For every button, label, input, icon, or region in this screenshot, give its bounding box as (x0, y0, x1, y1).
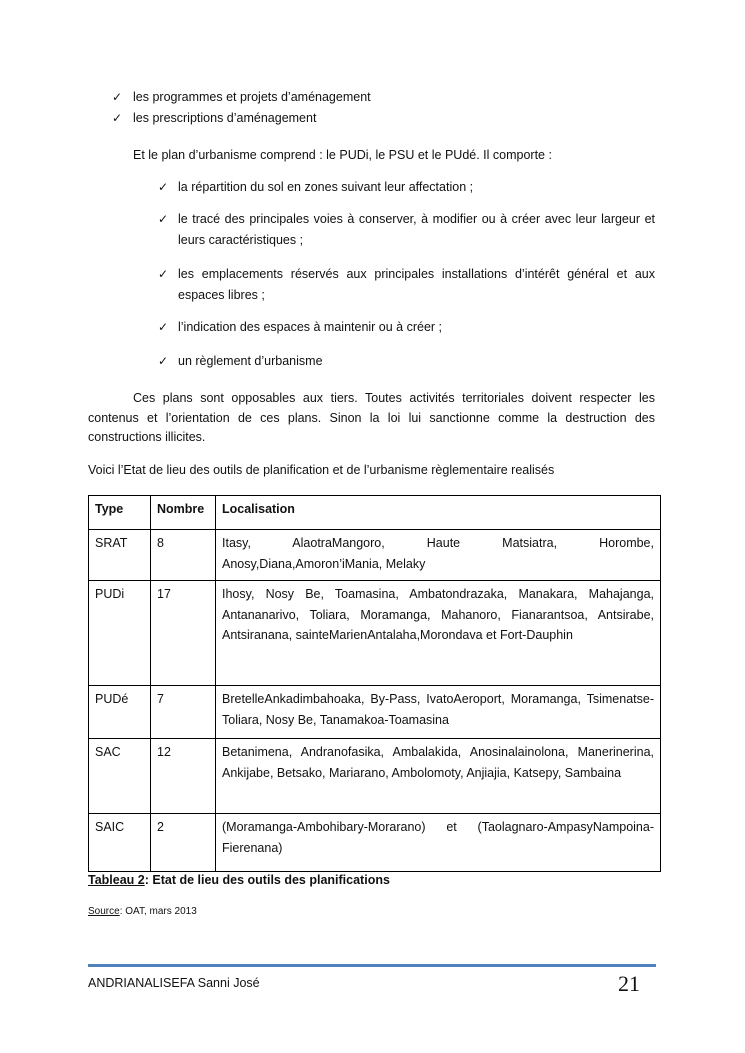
planning-tools-table (88, 495, 661, 872)
header-cell: Nombre (151, 496, 216, 530)
location-cell: BretelleAnkadimbahoaka, By-Pass, IvatoAeroport, Moramanga, Tsimenatse-Toliara, Nosy Be, Tanamakoa-Toamasina (216, 686, 661, 739)
sub-bullet-item: le tracé des principales voies à conserver, à modifier ou à créer avec leur largeur et leurs caractéristiques ; (178, 212, 655, 247)
sub-bullet-item: la répartition du sol en zones suivant leur affectation ; (178, 180, 474, 194)
count-cell: 17 (151, 581, 216, 686)
source-note (88, 902, 197, 922)
sub-bullet-item: les emplacements réservés aux principales installations d’intérêt général et aux espaces libres ; (178, 267, 655, 302)
footer-author: ANDRIANALISEFA Sanni José (88, 976, 260, 990)
location-cell: Itasy, AlaotraMangoro, Haute Matsiatra, Horombe, Anosy,Diana,Amoron’iMania, Melaky (216, 530, 661, 581)
caption-label: Tableau 2 (88, 873, 145, 887)
table-caption (88, 870, 390, 890)
type-cell: SRAT (89, 530, 151, 581)
intro-text: Et le plan d’urbanisme comprend : le PUDi, le PSU et le PUdé. Il comporte : (133, 148, 552, 162)
page-number: 21 (618, 971, 640, 996)
type-cell: SAC (89, 739, 151, 814)
table-header-row (89, 496, 661, 530)
header-cell: Localisation (216, 496, 661, 530)
checkmark-icon: ✓ (112, 111, 123, 125)
checkmark-icon: ✓ (158, 180, 169, 194)
source-label: Source (88, 906, 120, 917)
count-cell: 8 (151, 530, 216, 581)
checkmark-icon: ✓ (158, 320, 169, 334)
location-cell: (Moramanga-Ambohibary-Morarano) et (Taolagnaro-AmpasyNampoina- Fierenana) (216, 814, 661, 872)
type-cell: PUDé (89, 686, 151, 739)
table-intro: Voici l’Etat de lieu des outils de planification et de l’urbanisme règlementaire realisés (88, 463, 555, 477)
source-text: : OAT, mars 2013 (119, 906, 197, 917)
caption-text: : Etat de lieu des outils des planifications (144, 873, 390, 887)
sub-bullet-item: l’indication des espaces à maintenir ou à créer ; (178, 320, 443, 334)
table-row (89, 530, 661, 581)
table-row (89, 739, 661, 814)
header-cell: Type (89, 496, 151, 530)
sub-bullet-item: un règlement d’urbanisme (178, 354, 323, 368)
location-cell: Ihosy, Nosy Be, Toamasina, Ambatondrazaka, Manakara, Mahajanga, Antananarivo, Toliara, Moramanga, Mahanoro, Fianarantsoa, Antsirabe, Antsiranana, sainteMarienAntalaha,Morondava et Fort-Dauphin (216, 581, 661, 686)
count-cell: 12 (151, 739, 216, 814)
table-row (89, 814, 661, 872)
table-row (89, 581, 661, 686)
bullet-item: les programmes et projets d’aménagement (133, 90, 371, 104)
checkmark-icon: ✓ (158, 354, 169, 368)
footer-rule (88, 964, 656, 967)
checkmark-icon: ✓ (112, 90, 123, 104)
checkmark-icon: ✓ (158, 267, 169, 281)
body-paragraph: Ces plans sont opposables aux tiers. Toutes activités territoriales doivent respecter les contenus et l’orientation de ces plans. Sinon la loi lui sanctionne comme la destruction des constructions illicites. (88, 391, 655, 444)
type-cell: SAIC (89, 814, 151, 872)
count-cell: 2 (151, 814, 216, 872)
table-row (89, 686, 661, 739)
checkmark-icon: ✓ (158, 212, 169, 226)
bullet-item: les prescriptions d’aménagement (133, 111, 317, 125)
location-cell: Betanimena, Andranofasika, Ambalakida, Anosinalainolona, Manerinerina, Ankijabe, Betsako, Mariarano, Ambolomoty, Anjiajia, Katsepy, Sambaina (216, 739, 661, 814)
count-cell: 7 (151, 686, 216, 739)
type-cell: PUDi (89, 581, 151, 686)
